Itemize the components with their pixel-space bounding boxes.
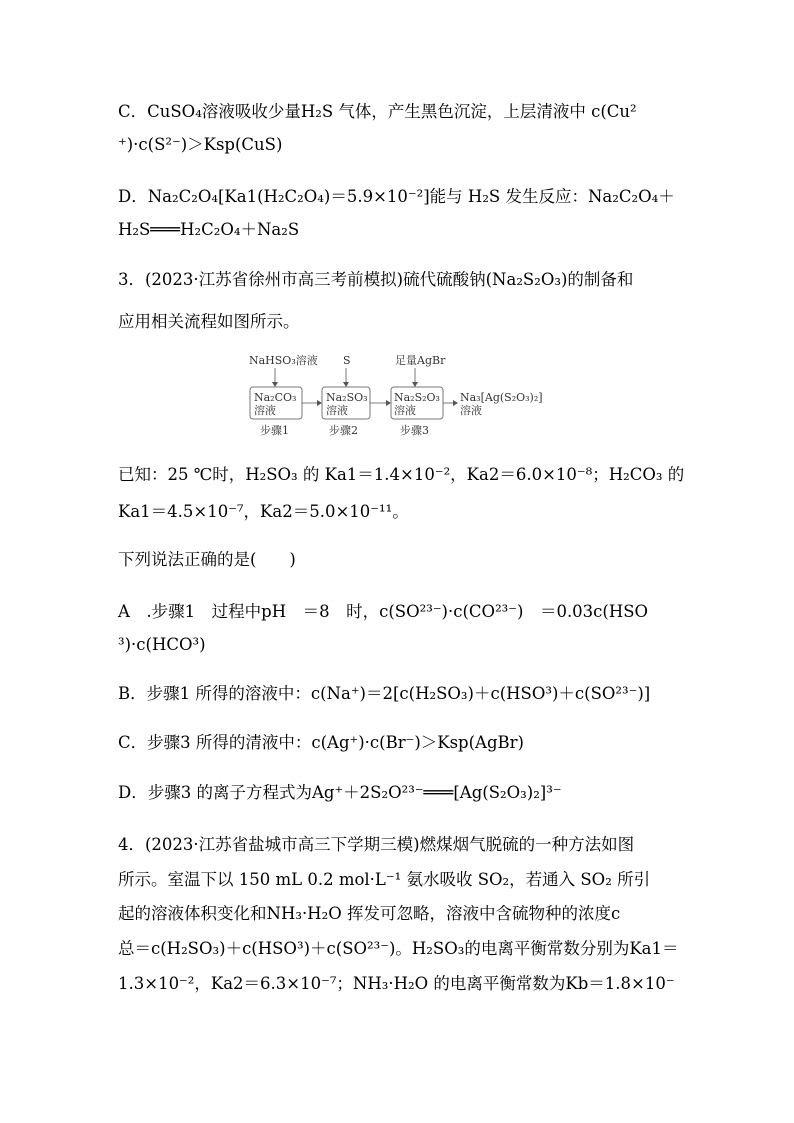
box-na2so3-formula: Na₂SO₃: [326, 391, 368, 404]
reagent-agbr: 足量AgBr: [395, 354, 446, 367]
box-na2s2o3-formula: Na₂S₂O₃: [394, 391, 440, 404]
arrowhead-down-2: [343, 382, 349, 387]
box-na2s2o3-label: 溶液: [394, 404, 416, 417]
box-na2so3-label: 溶液: [326, 404, 348, 417]
q4-stem-line5: 1.3×10⁻²，Ka2＝6.3×10⁻⁷；NH₃·H₂O 的电离平衡常数为Kb＝1.8×10⁻: [118, 974, 675, 993]
q3-option-b: B．步骤1 所得的溶液中：c(Na⁺)＝2[c(H₂SO₃)＋c(HSO³)＋c(SO²³⁻)]: [118, 684, 651, 703]
reagent-s: S: [343, 354, 351, 367]
q3-stem-line2: 应用相关流程如图所示。: [118, 312, 300, 331]
box-na2co3-formula: Na₂CO₃: [254, 391, 297, 404]
flow-diagram: [245, 350, 575, 440]
arrowhead-right-1: [317, 400, 322, 406]
step-3-label: 步骤3: [400, 424, 429, 437]
q2-option-d-line2: H₂S═══H₂C₂O₄＋Na₂S: [118, 220, 300, 239]
q2-option-c-line1: C．CuSO₄溶液吸收少量H₂S 气体，产生黑色沉淀，上层清液中 c(Cu²: [118, 102, 637, 121]
step-2-label: 步骤2: [329, 424, 358, 437]
arrowhead-down-3: [412, 382, 418, 387]
q3-option-d: D．步骤3 的离子方程式为Ag⁺＋2S₂O²³⁻═══[Ag(S₂O₃)₂]³⁻: [118, 783, 562, 802]
q4-stem-line4: 总＝c(H₂SO₃)＋c(HSO³)＋c(SO²³⁻)。H₂SO₃的电离平衡常数分别为Ka1＝: [118, 939, 679, 958]
q2-option-c-line2: ⁺)·c(S²⁻)＞Ksp(CuS): [118, 135, 283, 154]
arrowhead-right-2: [386, 400, 391, 406]
q2-option-d-line1: D．Na₂C₂O₄[Ka1(H₂C₂O₄)＝5.9×10⁻²]能与 H₂S 发生反应：Na₂C₂O₄＋: [118, 187, 675, 206]
q3-option-a-line1: A .步骤1 过程中pH ＝8 时，c(SO²³⁻)·c(CO²³⁻) ＝0.03c(HSO: [118, 602, 649, 621]
q3-known-line1: 已知：25 ℃时，H₂SO₃ 的 Ka1＝1.4×10⁻²，Ka2＝6.0×10⁻⁸；H₂CO₃ 的: [118, 465, 685, 484]
q3-stem-line1: 3．(2023·江苏省徐州市高三考前模拟)硫代硫酸钠(Na₂S₂O₃)的制备和: [118, 270, 634, 289]
q4-stem-line2: 所示。室温下以 150 mL 0.2 mol·L⁻¹ 氨水吸收 SO₂，若通入 SO₂ 所引: [118, 870, 651, 889]
box-na2co3-label: 溶液: [254, 404, 276, 417]
q3-option-c: C．步骤3 所得的清液中：c(Ag⁺)·c(Br⁻)＞Ksp(AgBr): [118, 733, 524, 752]
q3-option-a-line2: ³)·c(HCO³): [118, 635, 206, 654]
step-1-label: 步骤1: [260, 424, 289, 437]
q3-prompt: 下列说法正确的是( ): [118, 550, 296, 569]
product-label: 溶液: [460, 404, 482, 417]
arrowhead-right-3: [453, 400, 458, 406]
q4-stem-line3: 起的溶液体积变化和NH₃·H₂O 挥发可忽略，溶液中含硫物种的浓度c: [118, 904, 621, 923]
q3-known-line2: Ka1＝4.5×10⁻⁷，Ka2＝5.0×10⁻¹¹。: [118, 502, 409, 521]
product-formula: Na₃[Ag(S₂O₃)₂]: [460, 391, 543, 404]
reagent-nahso3: NaHSO₃溶液: [249, 354, 318, 367]
q4-stem-line1: 4．(2023·江苏省盐城市高三下学期三模)燃煤烟气脱硫的一种方法如图: [118, 835, 635, 854]
arrowhead-down-1: [272, 382, 278, 387]
